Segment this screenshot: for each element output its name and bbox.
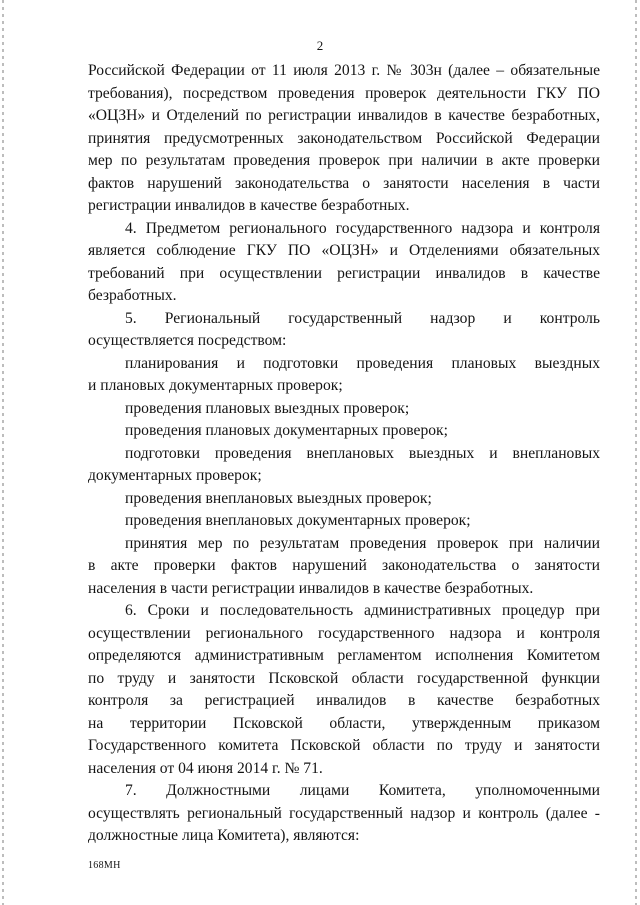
- text-line: осуществляется посредством:: [88, 332, 287, 349]
- footer-document-code: 168МН: [88, 860, 121, 871]
- text-line: проведения плановых выездных проверок;: [125, 399, 410, 417]
- text-line: в акте проверки фактов нарушений законодательства о занятости: [88, 557, 600, 574]
- paragraph-p7: [88, 780, 600, 848]
- text-line: Государственного комитета Псковской области по труду и занятости: [88, 737, 600, 754]
- paragraph-p5-6: [88, 510, 600, 533]
- text-line: планирования и подготовки проведения плановых выездных: [125, 354, 600, 372]
- paragraph-p5-2: [88, 398, 600, 421]
- paragraph-p5-5: [88, 488, 600, 511]
- page-number: 2: [316, 38, 324, 53]
- paragraph-p5-3: [88, 420, 600, 443]
- text-line: проведения плановых документарных проверок;: [125, 422, 448, 439]
- text-line: мер по результатам проведения проверок при наличии в акте проверки: [88, 152, 600, 169]
- paragraph-p4: [88, 218, 600, 308]
- text-line: осуществлять региональный государственный надзор и контроль (далее -: [88, 804, 600, 822]
- text-line: по труду и занятости Псковской области государственной функции: [88, 669, 600, 687]
- text-line: подготовки проведения внеплановых выездных и внеплановых: [125, 444, 600, 462]
- text-line: на территории Псковской области, утвержденным приказом: [88, 714, 600, 732]
- text-line: фактов нарушений законодательства о занятости населения в части: [88, 174, 600, 192]
- paragraph-p5: [88, 308, 600, 353]
- document-body: [88, 60, 600, 848]
- text-line: проведения внеплановых выездных проверок;: [125, 489, 432, 507]
- text-line: населения от 04 июня 2014 г. № 71.: [88, 759, 323, 777]
- text-line: 6. Сроки и последовательность административных процедур при: [125, 602, 600, 619]
- text-line: и плановых документарных проверок;: [88, 377, 343, 394]
- text-line: контроля за регистрацией инвалидов в качестве безработных: [88, 692, 600, 709]
- text-line: требований при осуществлении регистрации инвалидов в качестве: [88, 264, 600, 282]
- text-line: принятия мер по результатам проведения проверок при наличии: [125, 534, 600, 552]
- scan-edge-right: [635, 0, 637, 905]
- text-line: безработных.: [88, 287, 177, 304]
- paragraph-p-cont: [88, 60, 600, 218]
- scan-edge-left: [2, 0, 4, 905]
- text-line: населения в части регистрации инвалидов в качестве безработных.: [88, 579, 534, 597]
- text-line: 4. Предметом регионального государственного надзора и контроля: [125, 219, 600, 237]
- paragraph-p5-7: [88, 533, 600, 601]
- text-line: Российской Федерации от 11 июля 2013 г. № 303н (далее – обязательные: [88, 62, 600, 79]
- text-line: должностные лица Комитета), являются:: [88, 827, 360, 844]
- text-line: проведения внеплановых документарных проверок;: [125, 512, 471, 529]
- text-line: регистрации инвалидов в качестве безработных.: [88, 197, 410, 214]
- text-line: «ОЦЗН» и Отделений по регистрации инвалидов в качестве безработных,: [88, 107, 600, 124]
- text-line: является соблюдение ГКУ ПО «ОЦЗН» и Отделениями обязательных: [88, 242, 600, 259]
- text-line: документарных проверок;: [88, 467, 262, 484]
- text-line: требования), посредством проведения проверок деятельности ГКУ ПО: [88, 84, 600, 102]
- text-line: осуществлении регионального государственного надзора и контроля: [88, 624, 600, 642]
- paragraph-p6: [88, 600, 600, 780]
- text-line: 5. Региональный государственный надзор и контроль: [125, 309, 600, 327]
- paragraph-p5-4: [88, 443, 600, 488]
- text-line: принятия предусмотренных законодательством Российской Федерации: [88, 129, 600, 147]
- paragraph-p5-1: [88, 353, 600, 398]
- text-line: определяются административным регламентом исполнения Комитетом: [88, 647, 600, 664]
- text-line: 7. Должностными лицами Комитета, уполномоченными: [125, 782, 600, 799]
